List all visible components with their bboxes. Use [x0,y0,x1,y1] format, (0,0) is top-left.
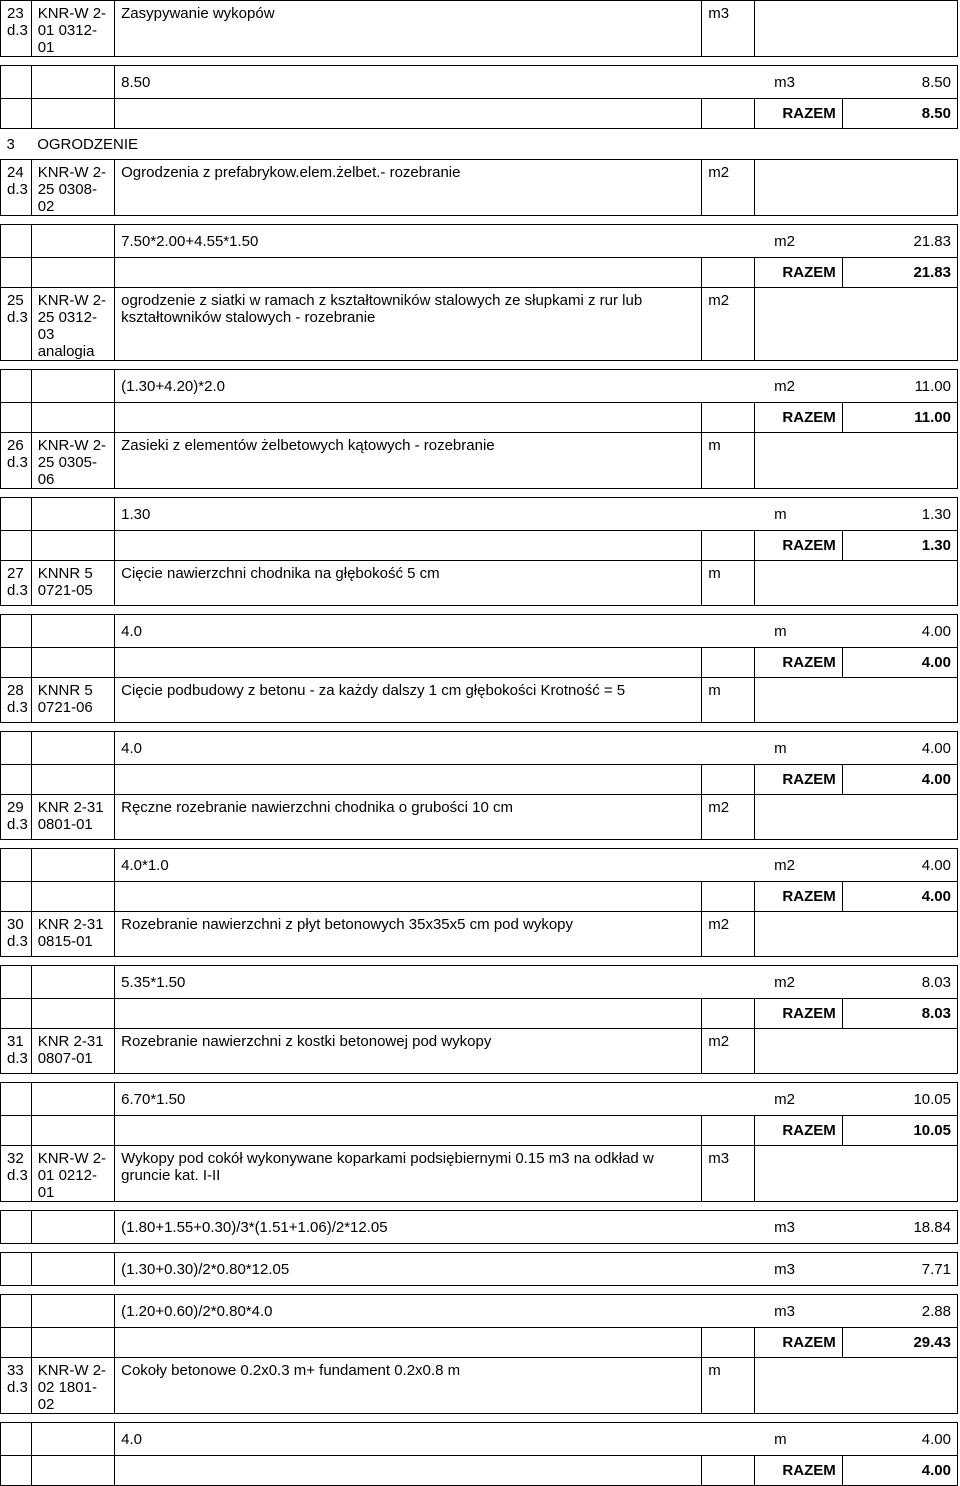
item-code-line2: 25 0308-02 [37,181,97,215]
item-row [1,561,958,606]
razem-label: RAZEM [754,999,842,1029]
item-code-line2: 0815-01 [37,933,93,950]
item-code-line1: KNR-W 2- [37,5,107,22]
item-code-line2: 25 0305-06 [37,454,97,488]
item-unit: m3 [702,1146,755,1202]
item-ref: d.3 [7,454,28,471]
measurement-expression: (1.30+4.20)*2.0 [121,377,225,395]
spacer-row [1,1414,958,1423]
measurement-row [1,1423,958,1456]
item-row [1,1146,958,1202]
measurement-value: 2.88 [921,1302,951,1320]
razem-label: RAZEM [754,403,842,433]
item-code-cell [31,160,114,216]
razem-label: RAZEM [754,1328,842,1358]
item-number-cell [1,433,32,489]
item-code-cell [31,912,114,957]
item-description: Cięcie podbudowy z betonu - za każdy dalszy 1 cm głębokości Krotność = 5 [115,678,702,723]
item-unit: m2 [702,288,755,361]
razem-total: 11.00 [842,403,957,433]
item-blank [754,1,957,57]
item-blank [754,678,957,723]
razem-total: 4.00 [842,765,957,795]
item-blank [754,1146,957,1202]
measurement-expression: 6.70*1.50 [121,1090,186,1108]
item-unit: m2 [702,160,755,216]
spacer-row [1,361,958,370]
item-number: 28 [7,682,24,699]
item-ref: d.3 [7,1050,28,1067]
razem-total: 8.03 [842,999,957,1029]
item-number-cell [1,160,32,216]
item-number: 29 [7,799,24,816]
measurement-expression: (1.30+0.30)/2*0.80*12.05 [121,1260,290,1278]
measurement-unit: m [774,1430,787,1448]
item-code-line2: 0801-01 [37,816,93,833]
item-number: 31 [7,1033,24,1050]
measurement-value: 4.00 [921,856,951,874]
measurement-row [1,66,958,99]
measurement-value: 8.03 [921,973,951,991]
item-blank [754,1358,957,1414]
item-ref: d.3 [7,1379,28,1396]
razem-row [1,1116,958,1146]
item-code-cell [31,1,114,57]
measurement-expression: 5.35*1.50 [121,973,186,991]
item-code-line1: KNNR 5 [37,565,93,582]
measurement-row [1,1083,958,1116]
item-ref: d.3 [7,699,28,716]
razem-label: RAZEM [754,531,842,561]
item-number-cell [1,1358,32,1414]
razem-row [1,1456,958,1486]
measurement-row [1,498,958,531]
spacer-row [1,1286,958,1295]
razem-total: 21.83 [842,258,957,288]
razem-total: 8.50 [842,99,957,129]
item-row [1,288,958,361]
razem-total: 1.30 [842,531,957,561]
item-code-cell [31,288,114,361]
measurement-expression: 7.50*2.00+4.55*1.50 [121,232,259,250]
razem-row [1,765,958,795]
item-ref: d.3 [7,309,28,326]
item-description: Rozebranie nawierzchni z płyt betonowych 35x35x5 cm pod wykopy [115,912,702,957]
item-code-line1: KNR-W 2- [37,1362,107,1379]
razem-row [1,882,958,912]
item-unit: m [702,561,755,606]
measurement-row [1,370,958,403]
measurement-expression: 4.0 [121,622,142,640]
item-unit: m2 [702,1029,755,1074]
measurement-value: 10.05 [913,1090,951,1108]
item-code-line1: KNR 2-31 [37,1033,104,1050]
item-row [1,1,958,57]
measurement-unit: m2 [774,232,795,250]
item-unit: m2 [702,912,755,957]
item-number-cell [1,288,32,361]
item-row [1,912,958,957]
item-code-line1: KNR-W 2- [37,292,107,309]
razem-row [1,1328,958,1358]
item-unit: m [702,433,755,489]
measurement-expression: 8.50 [121,73,151,91]
item-description: Wykopy pod cokół wykonywane koparkami podsiębiernymi 0.15 m3 na odkład w gruncie kat. I-II [115,1146,702,1202]
item-code-line1: KNR-W 2- [37,1150,107,1167]
item-ref: d.3 [7,181,28,198]
item-number-cell [1,912,32,957]
measurement-unit: m2 [774,856,795,874]
measurement-value: 4.00 [921,739,951,757]
spacer-row [1,840,958,849]
item-row [1,795,958,840]
measurement-row [1,849,958,882]
measurement-unit: m2 [774,1090,795,1108]
item-code-line2: 0721-06 [37,699,93,716]
item-code-cell [31,1358,114,1414]
item-ref: d.3 [7,1167,28,1184]
measurement-expression: 4.0 [121,739,142,757]
item-unit: m3 [702,1,755,57]
item-blank [754,1029,957,1074]
measurement-unit: m2 [774,973,795,991]
razem-label: RAZEM [754,1456,842,1486]
item-number-cell [1,1029,32,1074]
razem-row [1,99,958,129]
measurement-value: 1.30 [921,505,951,523]
item-number-cell [1,561,32,606]
item-row [1,678,958,723]
razem-label: RAZEM [754,765,842,795]
measurement-row [1,966,958,999]
item-description: Cokoły betonowe 0.2x0.3 m+ fundament 0.2x0.8 m [115,1358,702,1414]
razem-total: 4.00 [842,882,957,912]
item-blank [754,795,957,840]
measurement-value: 8.50 [921,73,951,91]
item-code-line1: KNR 2-31 [37,916,104,933]
spacer-row [1,723,958,732]
item-code-line2: 01 0212-01 [37,1167,97,1201]
item-number-cell [1,1,32,57]
spacer-row [1,1244,958,1253]
spacer-row [1,606,958,615]
measurement-unit: m3 [774,1260,795,1278]
measurement-unit: m3 [774,73,795,91]
spacer-row [1,957,958,966]
measurement-row [1,732,958,765]
measurement-unit: m [774,622,787,640]
item-code-line3: analogia [37,343,95,360]
razem-row [1,531,958,561]
measurement-value: 4.00 [921,1430,951,1448]
spacer-row [1,1074,958,1083]
spacer-row [1,216,958,225]
item-ref: d.3 [7,816,28,833]
measurement-value: 18.84 [913,1218,951,1236]
item-code-cell [31,433,114,489]
razem-row [1,999,958,1029]
measurement-expression: 4.0 [121,1430,142,1448]
item-number: 33 [7,1362,24,1379]
item-number-cell [1,795,32,840]
razem-row [1,403,958,433]
measurement-value: 11.00 [914,377,951,395]
spacer-row [1,57,958,66]
item-number: 25 [7,292,24,309]
item-number: 24 [7,164,24,181]
razem-total: 10.05 [842,1116,957,1146]
item-number-cell [1,1146,32,1202]
measurement-row [1,1211,958,1244]
item-code-line2: 0721-05 [37,582,93,599]
item-unit: m [702,1358,755,1414]
spacer-row [1,489,958,498]
section-title: OGRODZENIE [37,135,139,153]
item-blank [754,433,957,489]
item-description: Rozebranie nawierzchni z kostki betonowej pod wykopy [115,1029,702,1074]
measurement-unit: m3 [774,1218,795,1236]
razem-total: 4.00 [842,648,957,678]
item-number: 30 [7,916,24,933]
measurement-row [1,1253,958,1286]
razem-total: 4.00 [842,1456,957,1486]
razem-row [1,258,958,288]
item-row [1,1358,958,1414]
item-unit: m [702,678,755,723]
item-code-line2: 0807-01 [37,1050,93,1067]
item-code-cell [31,1146,114,1202]
item-description: Ręczne rozebranie nawierzchni chodnika o grubości 10 cm [115,795,702,840]
item-code-line2: 01 0312-01 [37,22,97,56]
measurement-row [1,1295,958,1328]
measurement-expression: 1.30 [121,505,151,523]
measurement-value: 4.00 [921,622,951,640]
spacer-row [1,1202,958,1211]
razem-label: RAZEM [754,99,842,129]
item-code-cell [31,678,114,723]
measurement-expression: 4.0*1.0 [121,856,169,874]
item-description: Zasieki z elementów żelbetowych kątowych - rozebranie [115,433,702,489]
item-ref: d.3 [7,582,28,599]
item-description: Zasypywanie wykopów [115,1,702,57]
item-number: 32 [7,1150,24,1167]
razem-row [1,648,958,678]
item-blank [754,912,957,957]
item-code-line2: 02 1801-02 [37,1379,97,1413]
item-number: 26 [7,437,24,454]
item-blank [754,561,957,606]
item-unit: m2 [702,795,755,840]
item-number-cell [1,678,32,723]
section-row [1,129,958,160]
measurement-unit: m [774,505,787,523]
item-code-line1: KNR-W 2- [37,437,107,454]
item-row [1,433,958,489]
item-code-line1: KNR 2-31 [37,799,104,816]
razem-label: RAZEM [754,648,842,678]
item-code-cell [31,561,114,606]
measurement-value: 7.71 [921,1260,951,1278]
item-number: 27 [7,565,24,582]
measurement-unit: m3 [774,1302,795,1320]
item-row [1,160,958,216]
measurement-unit: m2 [774,377,795,395]
razem-label: RAZEM [754,882,842,912]
razem-total: 29.43 [842,1328,957,1358]
item-code-cell [31,1029,114,1074]
measurement-row [1,615,958,648]
measurement-expression: (1.20+0.60)/2*0.80*4.0 [121,1302,273,1320]
item-number: 23 [7,5,24,22]
razem-label: RAZEM [754,258,842,288]
measurement-expression: (1.80+1.55+0.30)/3*(1.51+1.06)/2*12.05 [121,1218,388,1236]
item-description: Ogrodzenia z prefabrykow.elem.żelbet.- rozebranie [115,160,702,216]
item-code-line1: KNNR 5 [37,682,93,699]
item-ref: d.3 [7,22,28,39]
item-code-line1: KNR-W 2- [37,164,107,181]
measurement-unit: m [774,739,787,757]
item-row [1,1029,958,1074]
item-blank [754,288,957,361]
item-description: ogrodzenie z siatki w ramach z kształtowników stalowych ze słupkami z rur lub kształtowników stalowych - rozebranie [115,288,702,361]
razem-label: RAZEM [754,1116,842,1146]
cost-estimate-body [1,1,958,1486]
item-description: Cięcie nawierzchni chodnika na głębokość 5 cm [115,561,702,606]
item-code-line2: 25 0312-03 [37,309,97,343]
measurement-row [1,225,958,258]
item-ref: d.3 [7,933,28,950]
item-code-cell [31,795,114,840]
section-number: 3 [6,135,15,153]
item-blank [754,160,957,216]
measurement-value: 21.83 [913,232,951,250]
